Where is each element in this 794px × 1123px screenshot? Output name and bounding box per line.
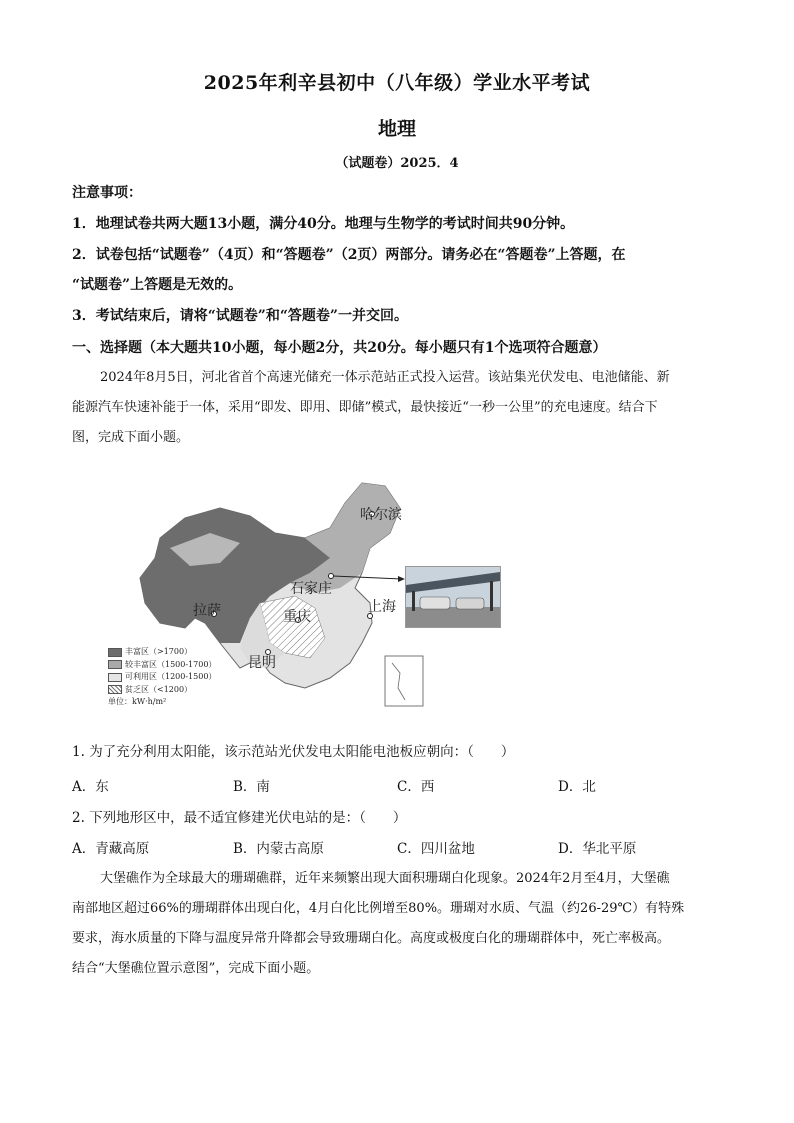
- subject-title: 地理: [377, 118, 416, 140]
- city-label-lhasa: 拉萨: [193, 603, 221, 619]
- passage-1: [72, 363, 722, 453]
- china-solar-map: [100, 478, 500, 713]
- passage-2: [72, 864, 722, 984]
- paper-tag: （试题卷）2025．4: [335, 156, 459, 171]
- legend-unit: 单位：kW·h/m²: [108, 697, 167, 706]
- passage-2-line-2: 南部地区超过66%的珊瑚群体出现白化，4月白化比例增至80%。珊瑚对水质、气温（约26-29℃）有特殊: [72, 901, 685, 916]
- question-1-number: 1.: [72, 744, 85, 760]
- q1-option-a[interactable]: A．东: [72, 779, 109, 795]
- q2-option-c[interactable]: C．四川盆地: [397, 841, 475, 857]
- note-item-2-cont: “试题卷”上答题是无效的。: [72, 277, 243, 293]
- legend-item: 丰富区（>1700）: [108, 646, 216, 659]
- note-item-3: 3．考试结束后，请将“试题卷”和“答题卷”一并交回。: [72, 308, 408, 324]
- passage-2-line-1: 大堡礁作为全球最大的珊瑚礁群，近年来频繁出现大面积珊瑚白化现象。2024年2月至4月，大堡礁: [100, 871, 670, 886]
- section-1-heading: 一、选择题（本大题共10小题，每小题2分，共20分。每小题只有1个选项符合题意）: [72, 340, 607, 356]
- note-item-1: 1．地理试卷共两大题13小题，满分40分。地理与生物学的考试时间共90分钟。: [72, 216, 575, 232]
- passage-2-line-4: 结合“大堡礁位置示意图”，完成下面小题。: [72, 961, 320, 976]
- city-label-chongqing: 重庆: [283, 609, 311, 625]
- passage-2-line-3: 要求，海水质量的下降与温度异常升降都会导致珊瑚白化。高度或极度白化的珊瑚群体中，死亡率极高。: [72, 931, 671, 946]
- city-label-harbin: 哈尔滨: [360, 507, 402, 523]
- q1-option-d[interactable]: D．北: [558, 779, 596, 795]
- city-label-kunming: 昆明: [248, 655, 276, 671]
- question-1: [72, 740, 514, 760]
- city-label-shijiazhuang: 石家庄: [290, 581, 332, 597]
- solar-carport-photo: [405, 566, 501, 628]
- passage-1-line-3: 图，完成下面小题。: [72, 430, 190, 445]
- map-legend: [108, 646, 216, 709]
- passage-1-line-2: 能源汽车快速补能于一体，采用“即发、即用、即储”模式，最快接近“一秒一公里”的充电速度。结合下: [72, 400, 658, 415]
- passage-1-line-1: 2024年8月5日，河北省首个高速光储充一体示范站正式投入运营。该站集光伏发电、电池储能、新: [100, 370, 670, 385]
- legend-item: 贫乏区（<1200）: [108, 684, 216, 697]
- q2-option-b[interactable]: B．内蒙古高原: [233, 841, 324, 857]
- note-item-2: 2．试卷包括“试题卷”（4页）和“答题卷”（2页）两部分。请务必在“答题卷”上答题，在: [72, 247, 626, 263]
- question-2: [72, 806, 406, 826]
- question-2-stem: 下列地形区中，最不适宜修建光伏电站的是：（ ）: [89, 810, 407, 826]
- legend-item: 较丰富区（1500-1700）: [108, 659, 216, 672]
- q2-option-a[interactable]: A．青藏高原: [72, 841, 150, 857]
- q1-option-b[interactable]: B．南: [233, 779, 270, 795]
- legend-item: 可利用区（1200-1500）: [108, 671, 216, 684]
- notes-heading: 注意事项：: [72, 185, 142, 201]
- photo-graphic: [406, 567, 500, 627]
- q2-option-d[interactable]: D．华北平原: [558, 841, 637, 857]
- q1-option-c[interactable]: C．西: [397, 779, 435, 795]
- city-label-shanghai: 上海: [368, 599, 396, 615]
- exam-title: 2025年利辛县初中（八年级）学业水平考试: [203, 72, 591, 94]
- question-1-stem: 为了充分利用太阳能，该示范站光伏发电太阳能电池板应朝向：（ ）: [89, 744, 515, 760]
- question-2-number: 2.: [72, 810, 85, 826]
